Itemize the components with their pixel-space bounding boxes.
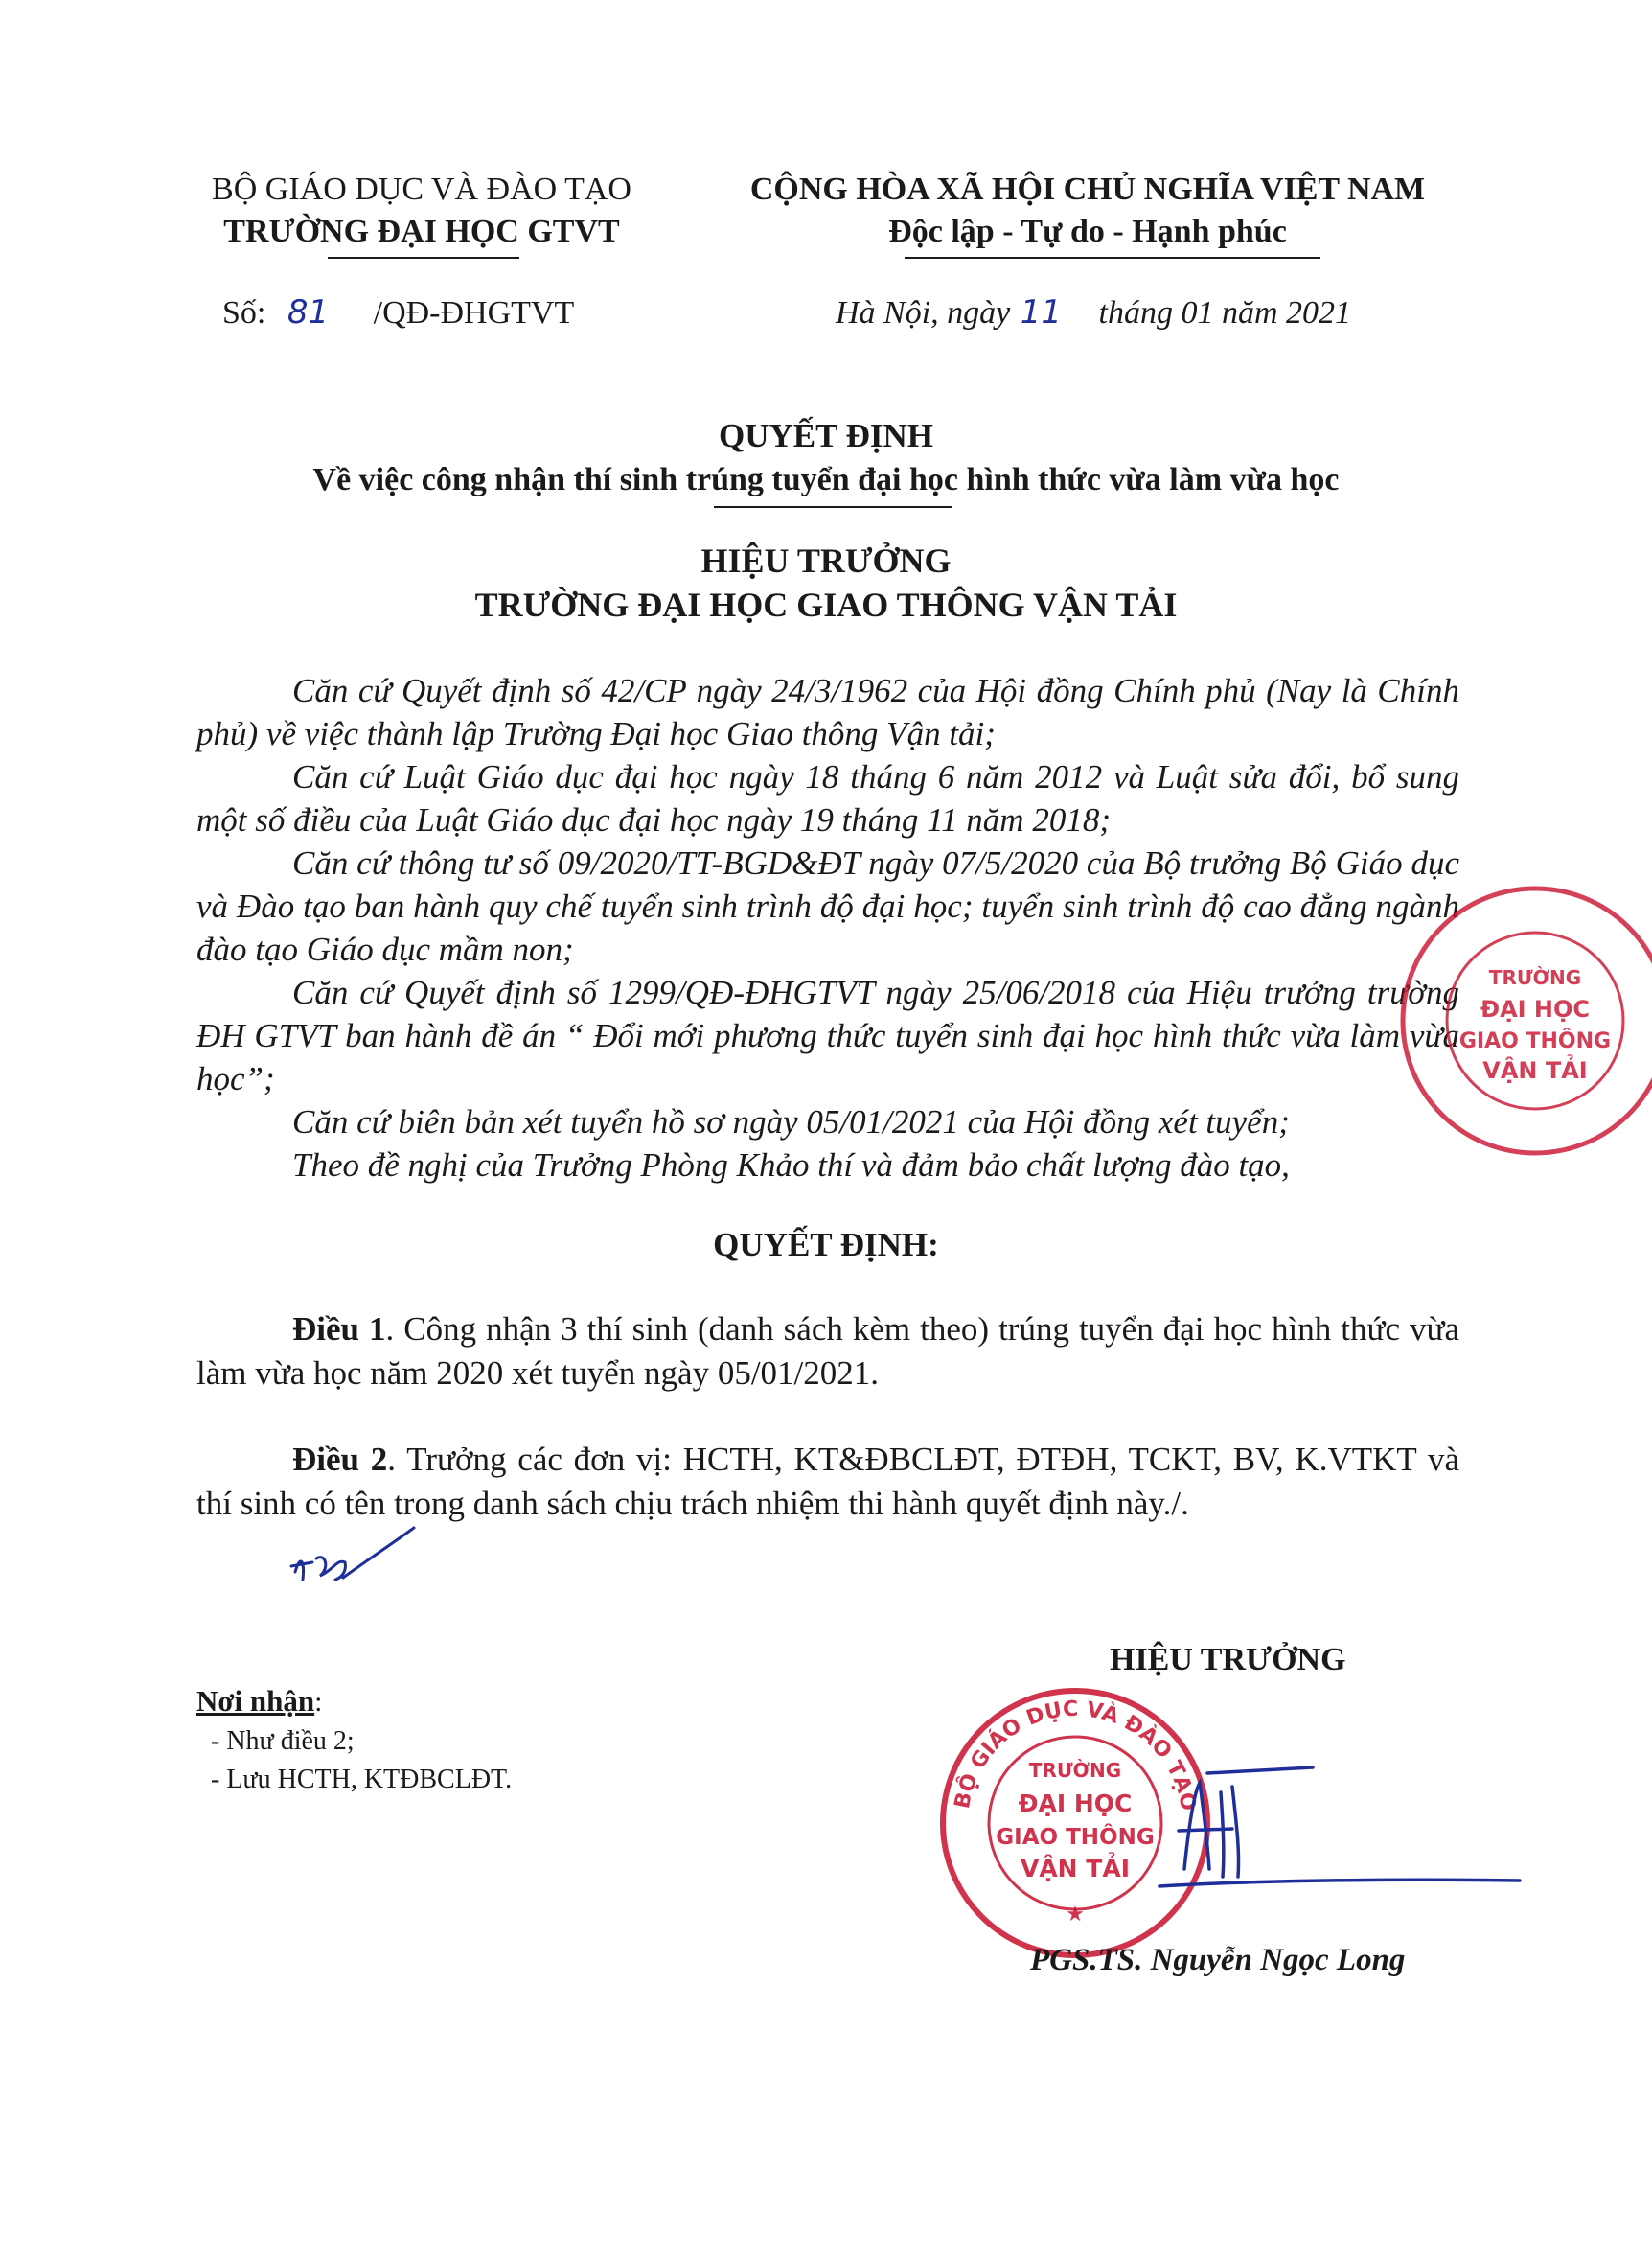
margin-seal-line: ĐẠI HỌC (1480, 996, 1591, 1023)
stamp-line: TRƯỜNG (1028, 1759, 1122, 1782)
recipient-item: - Lưu HCTH, KTĐBCLĐT. (211, 1765, 513, 1794)
country-name: CỘNG HÒA XÃ HỘI CHỦ NGHĨA VIỆT NAM (749, 172, 1426, 207)
recipient-item: - Như điều 2; (211, 1726, 355, 1756)
handwritten-signature (1140, 1754, 1524, 1898)
decision-heading: QUYẾT ĐỊNH: (713, 1226, 939, 1263)
legal-bases (196, 669, 1459, 1187)
article-2 (196, 1438, 1459, 1526)
stamp-line: VẬN TẢI (1020, 1855, 1131, 1882)
subject-underline (714, 506, 952, 508)
school-underline (328, 257, 519, 259)
svg-text:★: ★ (1066, 1903, 1085, 1927)
authority-school: TRƯỜNG ĐẠI HỌC GIAO THÔNG VẬN TẢI (474, 586, 1178, 624)
ministry-name: BỘ GIÁO DỤC VÀ ĐÀO TẠO (212, 172, 631, 207)
stamp-ring-text: BỘ GIÁO DỤC VÀ ĐÀO TẠO (950, 1696, 1201, 1813)
basis-item: Căn cứ biên bản xét tuyển hồ sơ ngày 05/01/2021 của Hội đồng xét tuyển; (292, 1103, 1290, 1141)
basis-item: Theo đề nghị của Trưởng Phòng Khảo thí và đảm bảo chất lượng đào tạo, (292, 1146, 1290, 1184)
margin-seal-line: GIAO THÔNG (1458, 1029, 1612, 1053)
article-1-text: . Công nhận 3 thí sinh (danh sách kèm theo) trúng tuyển đại học hình thức vừa làm vừa học năm 2020 xét tuyển ngày 05/01/2021. (196, 1310, 1459, 1392)
number-prefix: Số: (222, 295, 266, 331)
national-motto: Độc lập - Tự do - Hạnh phúc (888, 214, 1287, 249)
decision-subject: Về việc công nhận thí sinh trúng tuyển đại học hình thức vừa làm vừa học (312, 462, 1340, 497)
basis-item: Căn cứ Luật Giáo dục đại học ngày 18 tháng 6 năm 2012 và Luật sửa đổi, bổ sung một số điều của Luật Giáo dục đại học ngày 19 tháng 11 năm 2018; (196, 758, 1459, 839)
margin-seal-line: TRƯỜNG (1488, 966, 1582, 989)
article-1 (196, 1307, 1459, 1396)
article-2-text: . Trưởng các đơn vị: HCTH, KT&ĐBCLĐT, ĐTĐH, TCKT, BV, K.VTKT và thí sinh có tên trong danh sách chịu trách nhiệm thi hành quyết định này./. (196, 1441, 1459, 1522)
stamp-line: GIAO THÔNG (996, 1825, 1155, 1850)
initials-scribble (287, 1524, 422, 1591)
document-number (222, 293, 574, 333)
recipients-label: Nơi nhận (196, 1684, 315, 1718)
basis-item: Căn cứ Quyết định số 42/CP ngày 24/3/1962 của Hội đồng Chính phủ (Nay là Chính phủ) về việc thành lập Trường Đại học Giao thông Vận tải; (196, 672, 1459, 752)
recipients-heading (196, 1683, 322, 1720)
article-2-label: Điều 2 (292, 1441, 388, 1478)
signature-title: HIỆU TRƯỞNG (1110, 1642, 1346, 1677)
signer-name: PGS.TS. Nguyễn Ngọc Long (1030, 1943, 1406, 1977)
date-prefix: Hà Nội, ngày (836, 295, 1011, 331)
margin-seal (1391, 877, 1612, 1165)
stamp-line: ĐẠI HỌC (1018, 1789, 1133, 1817)
decision-title: QUYẾT ĐỊNH (719, 417, 933, 454)
handwritten-number: 81 (287, 293, 330, 332)
handwritten-day: 11 (1020, 293, 1063, 332)
authority-title: HIỆU TRƯỞNG (700, 542, 952, 580)
document-date (836, 293, 1351, 333)
article-1-label: Điều 1 (292, 1310, 386, 1348)
number-suffix: /QĐ-ĐHGTVT (373, 295, 575, 331)
school-name: TRƯỜNG ĐẠI HỌC GTVT (223, 214, 620, 249)
date-suffix: tháng 01 năm 2021 (1098, 295, 1352, 331)
basis-item: Căn cứ Quyết định số 1299/QĐ-ĐHGTVT ngày 25/06/2018 của Hiệu trưởng trường ĐH GTVT ban hành đề án “ Đổi mới phương thức tuyển sinh đại học hình thức vừa làm vừa học”; (196, 974, 1459, 1097)
basis-item: Căn cứ thông tư số 09/2020/TT-BGD&ĐT ngày 07/5/2020 của Bộ trưởng Bộ Giáo dục và Đào tạo ban hành quy chế tuyển sinh trình độ đại học; tuyển sinh trình độ cao đẳng ngành đào tạo Giáo dục mầm non; (196, 844, 1459, 968)
motto-underline (905, 257, 1320, 259)
recipients-colon: : (314, 1686, 323, 1718)
margin-seal-line: VẬN TẢI (1482, 1057, 1588, 1084)
